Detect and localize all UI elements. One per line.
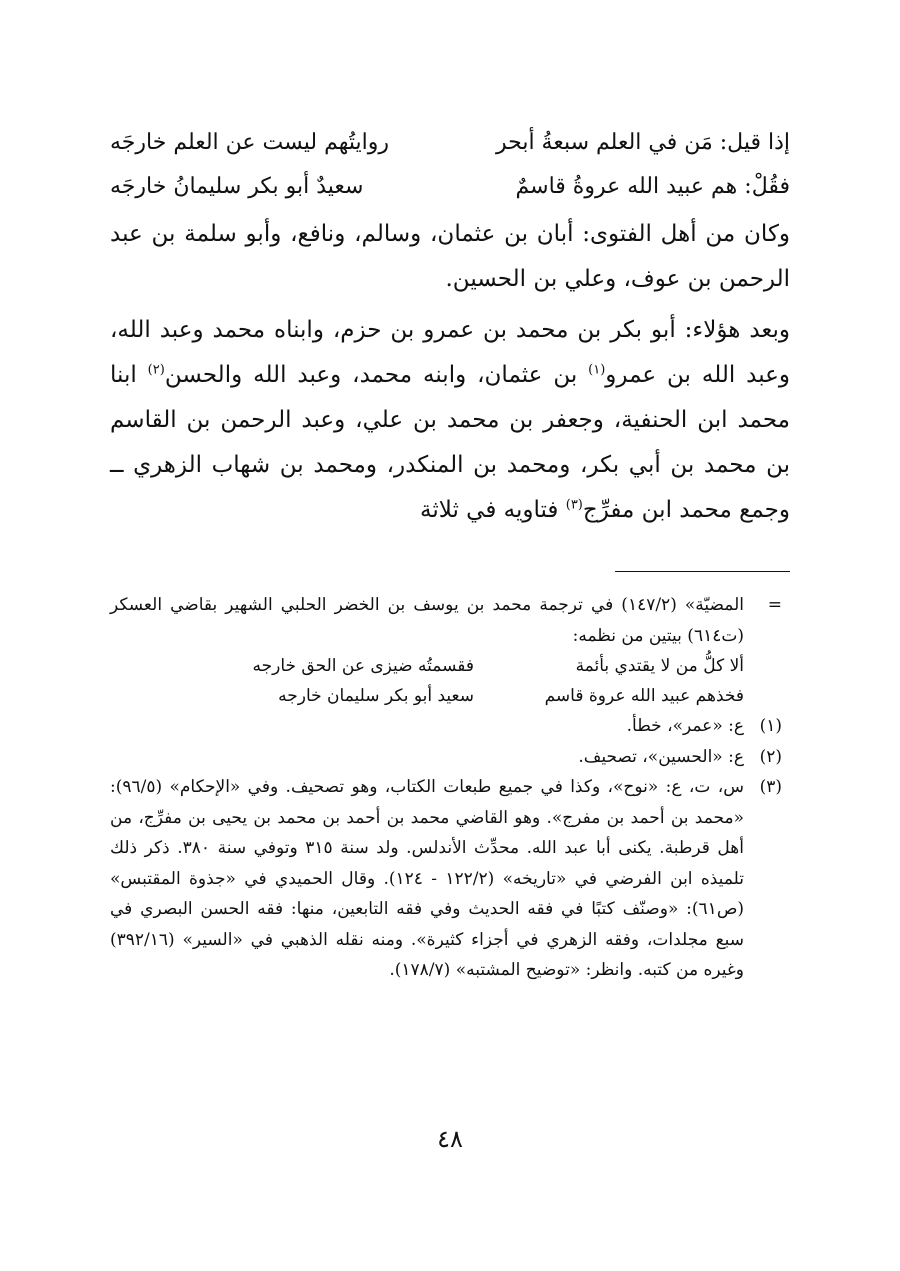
footnote-reference: (٣)	[565, 497, 583, 513]
paragraph-text: وبعد هؤلاء: أبو بكر بن محمد بن عمرو بن حزم، وابناه محمد وعبد الله، وعبد الله بن عمرو	[110, 317, 790, 388]
footnote	[110, 711, 782, 742]
footnote-text: س، ت، ع: «نوح»، وكذا في جميع طبعات الكتاب، وهو تصحيف. وفي «الإحكام» (٩٦/٥): «محمد بن أحمد بن مفرج». وهو القاضي محمد بن أحمد بن محمد بن يحيى بن مفرِّج، من أهل قرطبة. يكنى أبا عبد الله. محدِّث الأندلس. ولد سنة ٣١٥ وتوفي سنة ٣٨٠. ذكر ذلك تلميذه ابن الفرضي في «تاريخه» (١٢٢/٢ - ١٢٤). وقال الحميدي في «جذوة المقتبس» (ص٦١): «وصنّف كتبًا في فقه الحديث وفي فقه التابعين، منها: فقه الحسن البصري في سبع مجلدات، وفقه الزهري في أجزاء كثيرة». ومنه نقله الذهبي في «السير» (٣٩٢/١٦) وغيره من كتبه. وانظر: «توضيح المشتبه» (١٧٨/٧).	[110, 777, 745, 980]
continuation-mark: =	[767, 595, 782, 615]
footnote-text: المضيّة» (١٤٧/٢) في ترجمة محمد بن يوسف بن الخضر الحلبي الشهير بقاضي العسكر (ت٦١٤) بيتين من نظمه:	[110, 595, 745, 646]
verse-second-hemistich: فقسمتُه ضيزى عن الحق خارجه	[252, 656, 474, 676]
paragraph-text: ابنا محمد ابن الحنفية، وجعفر بن محمد بن علي، وعبد الرحمن بن القاسم بن محمد بن أبي بكر، ومحمد بن المنكدر، ومحمد بن شهاب الزهري ــ وجمع محمد ابن مفرِّج	[110, 362, 790, 523]
poem-verse	[110, 164, 790, 208]
footnote-number: (١)	[759, 716, 782, 736]
paragraph-text: فتاويه في ثلاثة	[419, 497, 566, 523]
page-number: ٤٨	[437, 1125, 463, 1153]
main-text	[110, 120, 790, 533]
footnote-number: (٣)	[759, 777, 782, 797]
paragraph-text: بن عثمان، وابنه محمد، وعبد الله والحسن	[164, 362, 589, 388]
poem-verse	[110, 120, 790, 164]
footnote-text: ع: «الحسين»، تصحيف.	[578, 746, 744, 767]
footnote-divider	[615, 571, 790, 572]
verse-second-hemistich: سعيد أبو بكر سليمان خارجه	[278, 686, 474, 706]
footnote-number: (٢)	[759, 746, 782, 767]
footnote-text: ع: «عمر»، خطأ.	[626, 716, 744, 736]
footnote-reference: (١)	[588, 362, 606, 378]
verse-second-hemistich: سعيدٌ أبو بكر سليمانُ خارجَه	[110, 174, 364, 199]
paragraph: وكان من أهل الفتوى: أبان بن عثمان، وسالم، ونافع، وأبو سلمة بن عبد الرحمن بن عوف، وعلي بن الحسين.	[110, 221, 790, 292]
paragraph	[110, 308, 790, 533]
verse-first-hemistich: ألا كلُّ من لا يقتدي بأئمة	[575, 656, 744, 676]
footnote	[110, 772, 782, 986]
verse-second-hemistich: روايتُهم ليست عن العلم خارجَه	[110, 130, 389, 155]
footnote-reference: (٢)	[147, 362, 165, 378]
verse-first-hemistich: فقُلْ: هم عبيد الله عروةُ قاسمٌ	[515, 174, 790, 199]
footnotes	[110, 590, 782, 986]
footnote-continuation	[110, 590, 782, 651]
footnote-verse	[110, 651, 744, 681]
footnote	[110, 742, 782, 773]
footnote-verse	[110, 681, 744, 711]
verse-first-hemistich: إذا قيل: مَن في العلم سبعةُ أبحر	[495, 130, 790, 155]
verse-first-hemistich: فخذهم عبيد الله عروة قاسم	[544, 686, 744, 706]
